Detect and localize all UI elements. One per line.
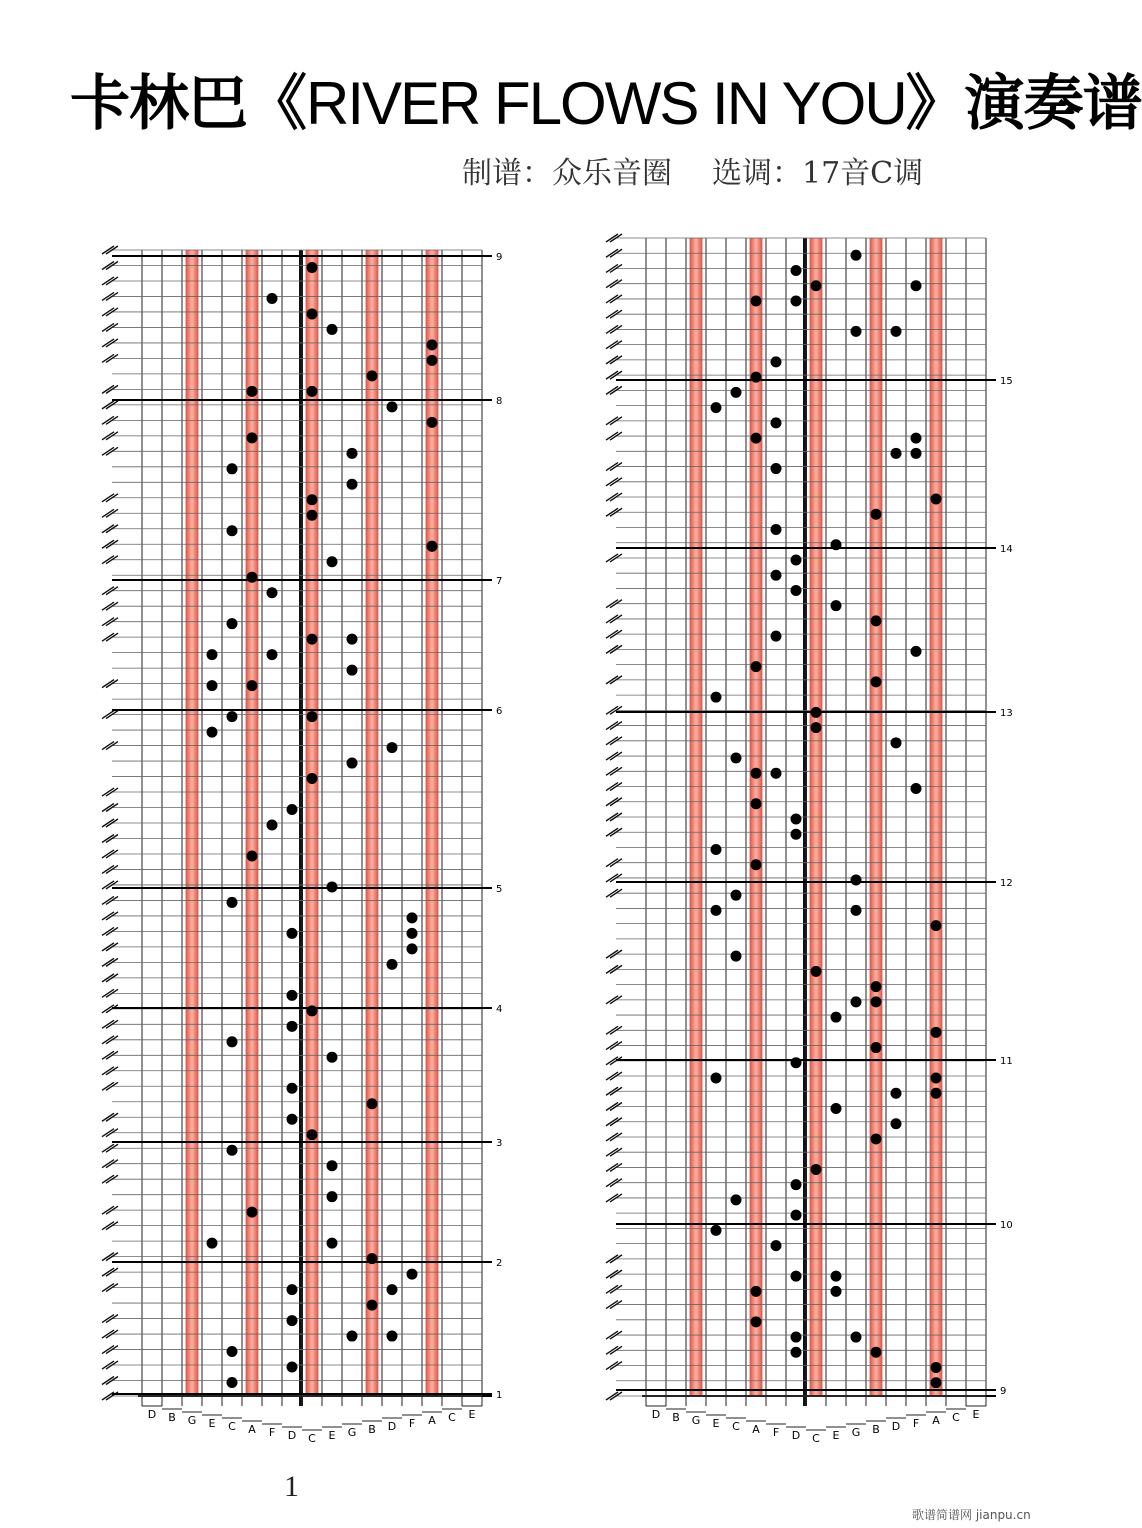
- key-credit: 选调：17音C调: [712, 156, 924, 191]
- note-dot: [227, 1145, 238, 1156]
- tine-label: B: [368, 1423, 376, 1436]
- note-dot: [227, 1346, 238, 1357]
- tine-label: C: [228, 1420, 236, 1433]
- note-dot: [247, 572, 258, 583]
- tine-label: G: [187, 1414, 197, 1427]
- tine-label: B: [168, 1411, 176, 1424]
- tine-label: G: [851, 1426, 861, 1439]
- note-dot: [871, 981, 882, 992]
- note-dot: [831, 600, 842, 611]
- tine-label: F: [912, 1417, 920, 1430]
- note-dot: [731, 387, 742, 398]
- note-dot: [327, 556, 338, 567]
- note-dot: [791, 265, 802, 276]
- note-dot: [871, 1042, 882, 1053]
- note-dot: [771, 417, 782, 428]
- note-dot: [307, 773, 318, 784]
- note-dot: [711, 844, 722, 855]
- note-dot: [287, 1315, 298, 1326]
- note-dot: [931, 1362, 942, 1373]
- note-dot: [367, 1098, 378, 1109]
- note-dot: [347, 448, 358, 459]
- note-dot: [791, 1271, 802, 1282]
- note-dot: [347, 479, 358, 490]
- note-dot: [731, 890, 742, 901]
- title-open-bracket: 《: [247, 69, 306, 139]
- bar-number: 12: [1000, 878, 1013, 889]
- note-dot: [267, 649, 278, 660]
- note-dot: [791, 295, 802, 306]
- bar-number: 10: [1000, 1220, 1013, 1231]
- note-dot: [751, 433, 762, 444]
- note-dot: [327, 1238, 338, 1249]
- note-dot: [791, 554, 802, 565]
- tine-label: G: [691, 1414, 701, 1427]
- note-dot: [347, 634, 358, 645]
- note-dot: [367, 1300, 378, 1311]
- note-dot: [247, 1207, 258, 1218]
- note-dot: [327, 1191, 338, 1202]
- tine-label: A: [752, 1423, 760, 1436]
- tine-label: A: [248, 1423, 256, 1436]
- note-dot: [871, 676, 882, 687]
- note-dot: [287, 990, 298, 1001]
- tine-label: E: [468, 1408, 476, 1421]
- note-dot: [811, 722, 822, 733]
- note-dot: [771, 463, 782, 474]
- note-dot: [791, 1210, 802, 1221]
- title-song: RIVER FLOWS IN YOU: [306, 70, 906, 137]
- note-dot: [407, 1269, 418, 1280]
- note-dot: [871, 996, 882, 1007]
- note-dot: [931, 1027, 942, 1038]
- note-dot: [287, 1021, 298, 1032]
- note-dot: [791, 829, 802, 840]
- note-dot: [831, 1012, 842, 1023]
- note-dot: [387, 401, 398, 412]
- note-dot: [771, 768, 782, 779]
- note-dot: [751, 798, 762, 809]
- note-dot: [327, 324, 338, 335]
- note-dot: [851, 326, 862, 337]
- bar-number: 7: [496, 576, 503, 587]
- note-dot: [771, 524, 782, 535]
- note-dot: [287, 1284, 298, 1295]
- note-dot: [751, 1316, 762, 1327]
- note-dot: [367, 370, 378, 381]
- bar-number: 1: [496, 1390, 503, 1401]
- note-dot: [911, 433, 922, 444]
- note-dot: [247, 850, 258, 861]
- note-dot: [307, 494, 318, 505]
- note-dot: [247, 386, 258, 397]
- tine-label: E: [328, 1429, 336, 1442]
- tine-label: D: [651, 1408, 661, 1421]
- note-dot: [751, 768, 762, 779]
- note-dot: [851, 1332, 862, 1343]
- tine-label: A: [428, 1414, 436, 1427]
- note-dot: [751, 661, 762, 672]
- bar-number: 15: [1000, 376, 1013, 387]
- note-dot: [267, 587, 278, 598]
- bar-number: 4: [496, 1004, 503, 1015]
- bar-number: 13: [1000, 708, 1013, 719]
- tine-label: B: [872, 1423, 880, 1436]
- note-dot: [811, 966, 822, 977]
- note-dot: [407, 928, 418, 939]
- note-dot: [347, 1331, 358, 1342]
- note-dot: [207, 1238, 218, 1249]
- note-dot: [711, 402, 722, 413]
- note-dot: [891, 1088, 902, 1099]
- note-dot: [931, 1088, 942, 1099]
- title-prefix: 卡林巴: [70, 69, 247, 139]
- note-dot: [771, 1240, 782, 1251]
- note-dot: [307, 1129, 318, 1140]
- note-dot: [207, 680, 218, 691]
- note-dot: [891, 1118, 902, 1129]
- note-dot: [307, 711, 318, 722]
- note-dot: [307, 510, 318, 521]
- note-dot: [387, 959, 398, 970]
- tine-label: F: [268, 1426, 276, 1439]
- note-dot: [327, 1160, 338, 1171]
- note-dot: [387, 1331, 398, 1342]
- tine-label: B: [672, 1411, 680, 1424]
- note-dot: [751, 295, 762, 306]
- note-dot: [307, 634, 318, 645]
- note-dot: [831, 1103, 842, 1114]
- note-dot: [911, 783, 922, 794]
- note-dot: [891, 737, 902, 748]
- note-dot: [427, 355, 438, 366]
- note-dot: [287, 1362, 298, 1373]
- note-dot: [287, 928, 298, 939]
- note-dot: [711, 1073, 722, 1084]
- note-dot: [731, 951, 742, 962]
- note-dot: [287, 1083, 298, 1094]
- note-dot: [891, 448, 902, 459]
- tine-label: E: [832, 1429, 840, 1442]
- tine-label: A: [932, 1414, 940, 1427]
- note-dot: [871, 615, 882, 626]
- note-dot: [347, 758, 358, 769]
- note-dot: [327, 881, 338, 892]
- note-dot: [427, 417, 438, 428]
- bar-number: 9: [496, 252, 503, 263]
- note-dot: [791, 1057, 802, 1068]
- title-suffix: 演奏谱: [964, 69, 1142, 139]
- watermark: 歌谱简谱网 jianpu.cn: [912, 1508, 1031, 1522]
- note-dot: [811, 280, 822, 291]
- tine-label: D: [891, 1420, 901, 1433]
- note-dot: [751, 859, 762, 870]
- note-dot: [751, 1286, 762, 1297]
- note-dot: [791, 1179, 802, 1190]
- note-dot: [791, 585, 802, 596]
- note-dot: [771, 356, 782, 367]
- tine-label: G: [347, 1426, 357, 1439]
- note-dot: [931, 920, 942, 931]
- note-dot: [287, 1114, 298, 1125]
- note-dot: [791, 814, 802, 825]
- bar-number: 14: [1000, 544, 1013, 555]
- tine-label: C: [732, 1420, 740, 1433]
- tine-label: C: [952, 1411, 960, 1424]
- note-dot: [227, 711, 238, 722]
- note-dot: [207, 727, 218, 738]
- note-dot: [207, 649, 218, 660]
- bar-number: 8: [496, 396, 503, 407]
- note-dot: [327, 1052, 338, 1063]
- note-dot: [771, 570, 782, 581]
- bar-number: 11: [1000, 1056, 1013, 1067]
- note-dot: [407, 943, 418, 954]
- note-dot: [307, 386, 318, 397]
- page-number: 1: [284, 1470, 299, 1503]
- left-staff: [102, 246, 502, 1445]
- tine-label: E: [712, 1417, 720, 1430]
- note-dot: [427, 339, 438, 350]
- note-dot: [247, 432, 258, 443]
- note-dot: [871, 509, 882, 520]
- note-dot: [307, 1005, 318, 1016]
- bar-number: 6: [496, 706, 503, 717]
- bar-number: 3: [496, 1138, 503, 1149]
- note-dot: [911, 448, 922, 459]
- note-dot: [831, 1271, 842, 1282]
- note-dot: [227, 1036, 238, 1047]
- tine-label: C: [308, 1432, 316, 1445]
- note-dot: [267, 293, 278, 304]
- note-dot: [831, 1286, 842, 1297]
- note-dot: [347, 665, 358, 676]
- note-dot: [227, 463, 238, 474]
- tine-label: D: [387, 1420, 397, 1433]
- note-dot: [711, 692, 722, 703]
- note-dot: [267, 820, 278, 831]
- note-dot: [731, 753, 742, 764]
- note-dot: [931, 494, 942, 505]
- note-dot: [851, 874, 862, 885]
- tine-label: E: [972, 1408, 980, 1421]
- note-dot: [791, 1332, 802, 1343]
- note-dot: [407, 912, 418, 923]
- note-dot: [911, 280, 922, 291]
- tine-label: E: [208, 1417, 216, 1430]
- note-dot: [851, 905, 862, 916]
- note-dot: [247, 680, 258, 691]
- note-dot: [871, 1133, 882, 1144]
- note-dot: [851, 250, 862, 261]
- note-dot: [227, 525, 238, 536]
- note-dot: [711, 905, 722, 916]
- arranger-credit: 制谱：众乐音圈: [462, 156, 672, 191]
- note-dot: [791, 1347, 802, 1358]
- note-dot: [711, 1225, 722, 1236]
- note-dot: [307, 262, 318, 273]
- tine-label: F: [772, 1426, 780, 1439]
- note-dot: [387, 742, 398, 753]
- note-dot: [911, 646, 922, 657]
- tine-label: C: [812, 1432, 820, 1445]
- title-close-bracket: 》: [905, 69, 965, 139]
- bar-number: 9: [1000, 1386, 1007, 1397]
- note-dot: [427, 541, 438, 552]
- note-dot: [891, 326, 902, 337]
- note-dot: [287, 804, 298, 815]
- note-dot: [871, 1347, 882, 1358]
- tine-label: D: [791, 1429, 801, 1442]
- bar-number: 5: [496, 884, 503, 895]
- note-dot: [227, 1377, 238, 1388]
- note-dot: [227, 897, 238, 908]
- tine-label: C: [448, 1411, 456, 1424]
- bar-number: 2: [496, 1258, 503, 1269]
- note-dot: [811, 1164, 822, 1175]
- note-dot: [227, 618, 238, 629]
- note-dot: [931, 1377, 942, 1388]
- right-staff: [606, 234, 1013, 1445]
- tine-label: D: [147, 1408, 157, 1421]
- note-dot: [931, 1073, 942, 1084]
- tine-label: F: [408, 1417, 416, 1430]
- note-dot: [731, 1194, 742, 1205]
- note-dot: [851, 996, 862, 1007]
- note-dot: [307, 308, 318, 319]
- note-dot: [387, 1284, 398, 1295]
- note-dot: [771, 631, 782, 642]
- tine-label: D: [287, 1429, 297, 1442]
